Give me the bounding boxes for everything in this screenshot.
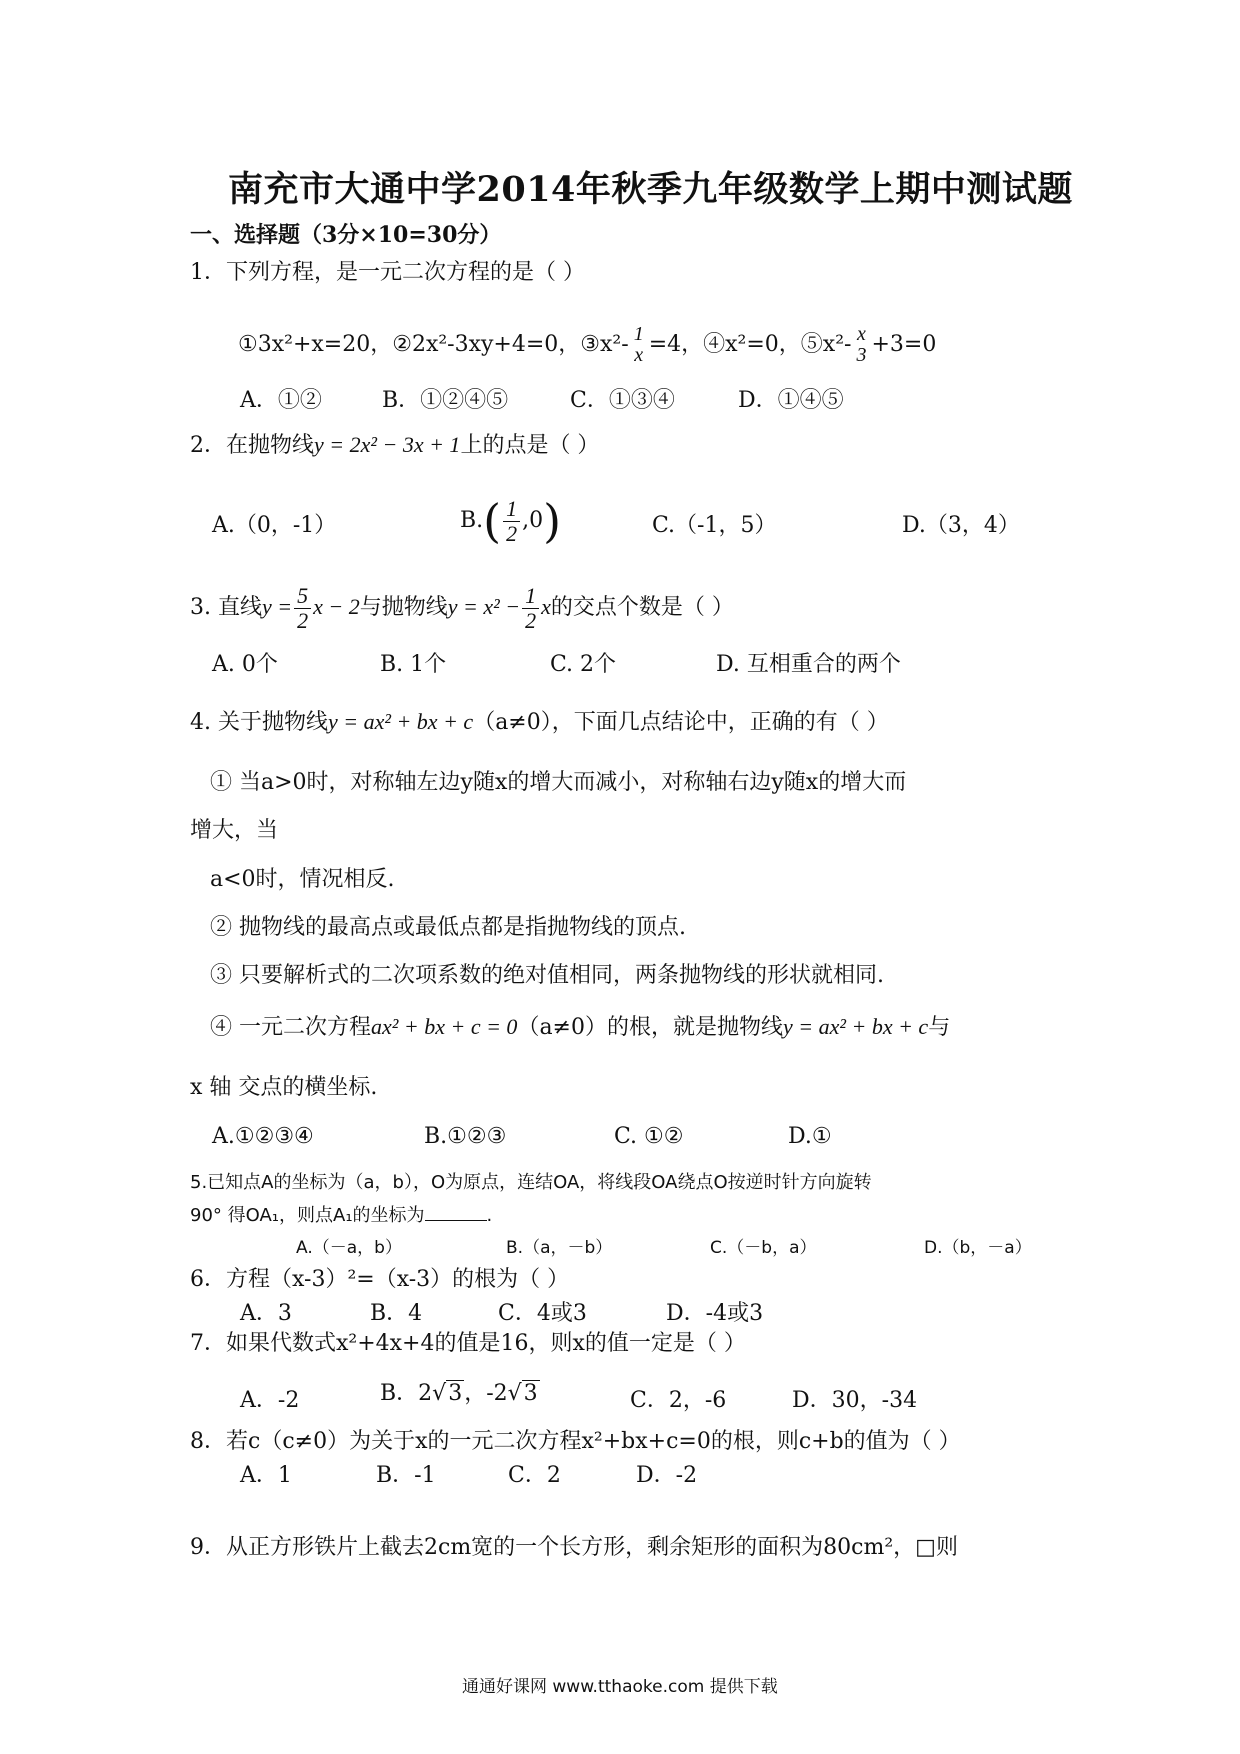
q2-option-b[interactable]: B.( $\frac{1}{2}$ ,0) [460,494,562,548]
page-title: 南充市大通中学2014年秋季九年级数学上期中测试题 [228,169,1073,210]
q4-statement-1-line-2: 增大，当 [190,818,279,843]
q6-option-b[interactable]: B．4 [370,1301,423,1326]
q5-answer-blank[interactable] [425,1200,487,1221]
q4-option-a[interactable]: A.①②③④ [212,1124,314,1149]
q8-option-d[interactable]: D．-2 [636,1463,698,1488]
q7-option-b[interactable]: B．2√3，-2√3 [380,1381,538,1406]
question-5-line-1: 5.已知点A的坐标为（a，b），O为原点，连结OA，将线段OA绕点O按逆时针方向旋转 [190,1172,872,1193]
question-8-stem: 8．若c（c≠0）为关于x的一元二次方程x²+bx+c=0的根，则c+b的值为（ ） [190,1429,961,1454]
sqrt-symbol: √3 [432,1381,463,1406]
q7-option-c[interactable]: C．2，-6 [630,1388,727,1413]
question-5-line-2: 90° 得OA₁，则点A₁的坐标为 . [190,1200,492,1227]
question-6-stem: 6．方程（x-3）²=（x-3）的根为（ ） [190,1267,570,1292]
q1-eq-3: ③x²- 1 x =4， [580,323,704,366]
q8-option-b[interactable]: B．-1 [376,1463,436,1488]
q1-option-b[interactable]: B．①②④⑤ [382,388,509,413]
q5-option-b[interactable]: B.（a，－b） [506,1238,613,1258]
question-3-stem: 3. 直线y = $\frac{5}{2}$ x − 2与抛物线y = x² − $\frac{1}{2}$ x的交点个数是（ ） [190,583,734,633]
q3-option-d[interactable]: D. 互相重合的两个 [716,652,901,677]
q3-option-a[interactable]: A. 0个 [212,652,278,677]
q4-statement-3: ③ 只要解析式的二次项系数的绝对值相同，两条抛物线的形状就相同. [210,963,884,988]
q7-option-a[interactable]: A．-2 [240,1388,300,1413]
q3-option-c[interactable]: C. 2个 [550,652,617,677]
question-1-stem: 1．下列方程，是一元二次方程的是（ ） [190,260,585,285]
q4-statement-1-line-3: a<0时，情况相反. [210,867,395,892]
q1-option-d[interactable]: D．①④⑤ [738,388,844,413]
q2-option-c[interactable]: C.（-1，5） [652,513,777,538]
q3-option-b[interactable]: B. 1个 [380,652,447,677]
question-2-stem: 2．在抛物线y = 2x² − 3x + 1上的点是（ ） [190,432,600,458]
q4-statement-4: ④ 一元二次方程ax² + bx + c = 0（a≠0）的根，就是抛物线y = ax² + bx + c与 [210,1014,951,1040]
q6-option-d[interactable]: D．-4或3 [666,1301,764,1326]
q8-option-c[interactable]: C．2 [508,1463,561,1488]
section-heading-choice: 一、选择题（3分×10=30分） [190,222,502,248]
q5-option-c[interactable]: C.（－b，a） [710,1238,817,1258]
q4-statement-2: ② 抛物线的最高点或最低点都是指抛物线的顶点. [210,915,686,940]
question-9-stem: 9．从正方形铁片上截去2cm宽的一个长方形，剩余矩形的面积为80cm²，□则 [190,1535,958,1560]
q4-option-c[interactable]: C. ①② [614,1124,684,1149]
q1-eq-4: ④x²=0， [703,332,801,357]
question-7-stem: 7．如果代数式x²+4x+4的值是16，则x的值一定是（ ） [190,1331,746,1356]
q7-option-d[interactable]: D．30，-34 [792,1388,918,1413]
q4-statement-1-line-1: ① 当a>0时，对称轴左边y随x的增大而减小，对称轴右边y随x的增大而 [210,770,907,795]
q6-option-a[interactable]: A．3 [240,1301,292,1326]
q4-option-b[interactable]: B.①②③ [424,1124,507,1149]
q8-option-a[interactable]: A．1 [240,1463,292,1488]
q1-eq-2: ②2x²-3xy+4=0， [392,332,581,357]
sqrt-symbol: √3 [507,1381,538,1406]
question-1-equations [238,300,936,390]
q1-eq-5: ⑤x²- x 3 +3=0 [800,323,937,366]
q1-eq-1: ①3x²+x=20， [238,332,393,357]
q6-option-c[interactable]: C．4或3 [498,1301,587,1326]
q4-option-d[interactable]: D.① [788,1124,832,1149]
q2-parabola-equation: y = 2x² − 3x + 1 [314,432,461,457]
q1-option-c[interactable]: C．①③④ [570,388,675,413]
question-4-stem: 4. 关于抛物线y = ax² + bx + c（a≠0），下面几点结论中，正确的有（ ） [190,709,889,735]
q1-option-a[interactable]: A．①② [240,388,322,413]
page-footer: 通通好课网 www.tthaoke.com 提供下载 [462,1677,778,1697]
q2-option-a[interactable]: A.（0，-1） [212,513,337,538]
q2-option-d[interactable]: D.（3，4） [902,513,1020,538]
q5-option-d[interactable]: D.（b，－a） [924,1238,1032,1258]
q4-statement-4-line-2: x 轴 交点的横坐标. [190,1075,378,1100]
q5-option-a[interactable]: A.（－a，b） [296,1238,402,1258]
